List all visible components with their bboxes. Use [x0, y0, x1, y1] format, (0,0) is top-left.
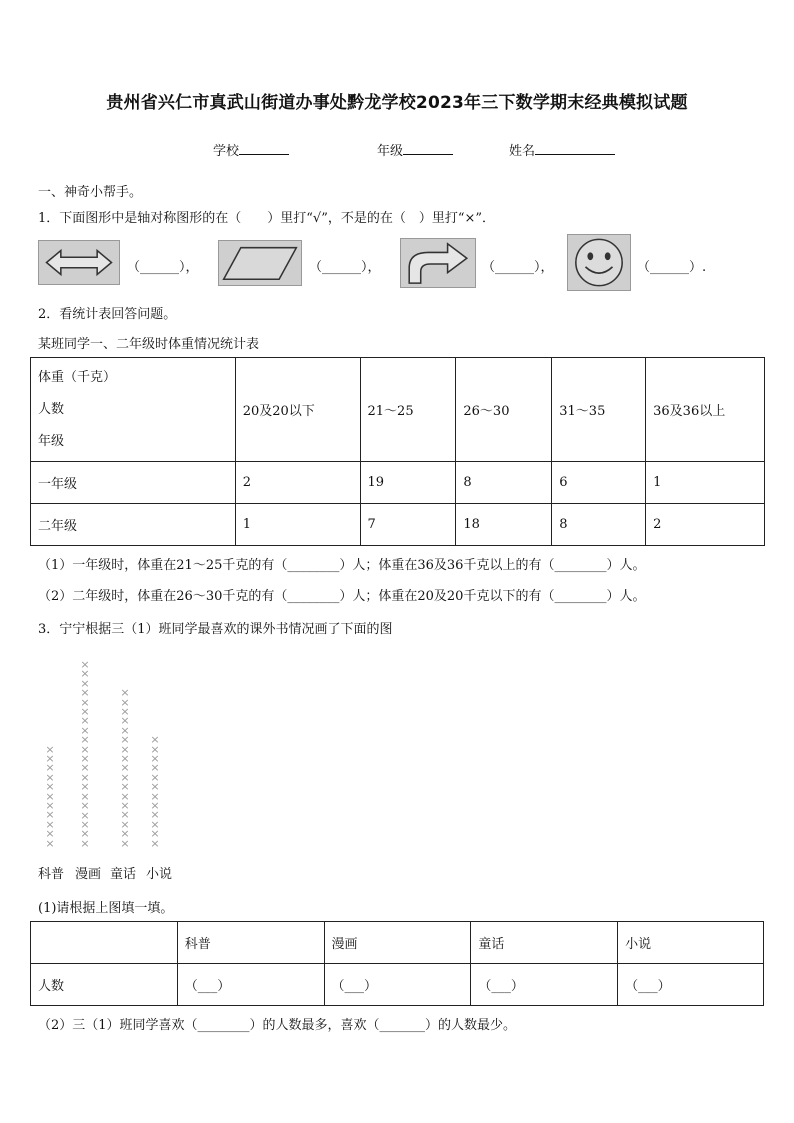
- chart-bar-小说: [149, 735, 161, 848]
- q1-blank-4[interactable]: （______）.: [637, 260, 707, 275]
- column-header: 20及20以下: [235, 358, 360, 462]
- chart-mark: ×: [80, 676, 90, 690]
- table-row: [31, 504, 765, 546]
- column-header: 童话: [471, 922, 618, 964]
- column-header: 科普: [177, 922, 324, 964]
- chart-mark: ×: [120, 686, 130, 700]
- chart-category-label: 科普: [38, 867, 65, 882]
- table-cell: 2: [646, 504, 765, 546]
- chart-mark: ×: [120, 799, 130, 813]
- column-header: 31～35: [552, 358, 646, 462]
- grade-label: 年级: [377, 144, 404, 159]
- chart-category-label: 童话: [110, 867, 137, 882]
- q1-blank-1[interactable]: （______），: [127, 260, 199, 275]
- chart-mark: ×: [45, 761, 55, 775]
- fill-in-table: [30, 921, 764, 1006]
- chart-mark: ×: [80, 808, 90, 822]
- row-label: 人数: [31, 964, 178, 1006]
- chart-mark: ×: [150, 827, 160, 841]
- chart-mark: ×: [150, 808, 160, 822]
- chart-mark: ×: [45, 836, 55, 850]
- chart-mark: ×: [120, 723, 130, 737]
- name-field[interactable]: [509, 140, 615, 159]
- table-corner-cell: [31, 358, 236, 462]
- chart-mark: ×: [80, 770, 90, 784]
- chart-mark: ×: [45, 780, 55, 794]
- answer-blank[interactable]: （___）: [324, 964, 471, 1006]
- chart-mark: ×: [80, 836, 90, 850]
- chart-mark: ×: [80, 686, 90, 700]
- fill-table-header-row: [31, 922, 764, 964]
- q1-blank-3[interactable]: （______），: [482, 260, 554, 275]
- chart-category-label: 小说: [146, 867, 173, 882]
- chart-mark: ×: [80, 714, 90, 728]
- column-header: 26～30: [456, 358, 552, 462]
- chart-mark: ×: [120, 705, 130, 718]
- chart-mark: ×: [120, 836, 130, 850]
- chart-mark: ×: [150, 761, 160, 775]
- chart-mark: ×: [120, 789, 130, 803]
- chart-mark: ×: [45, 770, 55, 784]
- page-title: 贵州省兴仁市真武山街道办事处黔龙学校2023年三下数学期末经典模拟试题: [106, 93, 688, 113]
- row-label: 一年级: [31, 462, 236, 504]
- double-arrow-icon: [38, 240, 120, 285]
- chart-mark: ×: [150, 789, 160, 803]
- question-2-sub-2[interactable]: （2）二年级时，体重在26～30千克的有（________）人；体重在20及20千克以下的有（________）人。: [38, 589, 646, 604]
- row-label: 二年级: [31, 504, 236, 546]
- question-3-text: 3．宁宁根据三（1）班同学最喜欢的课外书情况画了下面的图: [38, 622, 393, 637]
- chart-mark: ×: [80, 827, 90, 841]
- chart-mark: ×: [120, 714, 130, 728]
- q1-blank-2[interactable]: （______），: [309, 260, 381, 275]
- chart-mark: ×: [45, 799, 55, 813]
- chart-mark: ×: [150, 780, 160, 794]
- table-cell: 1: [646, 462, 765, 504]
- section-heading: 一、神奇小帮手。: [38, 185, 143, 200]
- corner-count-label: 人数: [38, 401, 65, 417]
- chart-mark: ×: [120, 733, 130, 747]
- chart-bar-科普: [44, 742, 56, 850]
- chart-mark: ×: [120, 761, 130, 775]
- parallelogram-icon: [218, 240, 302, 286]
- corner-weight-label: 体重（千克）: [38, 369, 117, 385]
- chart-mark: ×: [80, 667, 90, 681]
- chart-bar-漫画: [79, 660, 91, 848]
- question-2-sub-1[interactable]: （1）一年级时，体重在21～25千克的有（________）人；体重在36及36千克以上的有（________）人。: [38, 558, 646, 573]
- chart-mark: ×: [45, 752, 55, 765]
- grade-field[interactable]: [377, 140, 453, 159]
- chart-mark: ×: [150, 733, 160, 747]
- answer-blank[interactable]: （___）: [471, 964, 618, 1006]
- chart-mark: ×: [80, 733, 90, 747]
- chart-category-label: 漫画: [75, 867, 102, 882]
- table-row: [31, 964, 764, 1006]
- chart-mark: ×: [80, 789, 90, 803]
- school-blank[interactable]: [239, 142, 289, 155]
- grade-blank[interactable]: [403, 142, 453, 155]
- weight-stats-table: [30, 357, 765, 546]
- answer-blank[interactable]: （___）: [177, 964, 324, 1006]
- chart-mark: ×: [80, 817, 90, 831]
- table-cell: 6: [552, 462, 646, 504]
- question-1-text: 1．下面图形中是轴对称图形的在（ ）里打“√”，不是的在（ ）里打“×”．: [38, 211, 496, 226]
- chart-mark: ×: [80, 780, 90, 794]
- table-row: [31, 462, 765, 504]
- chart-mark: ×: [120, 752, 130, 766]
- school-field[interactable]: [213, 140, 289, 159]
- answer-blank[interactable]: （___）: [618, 964, 764, 1006]
- column-header: 小说: [618, 922, 764, 964]
- column-header: 21～25: [360, 358, 456, 462]
- chart-mark: ×: [45, 808, 55, 822]
- corner-grade-label: 年级: [38, 433, 65, 449]
- chart-mark: ×: [120, 770, 130, 784]
- chart-mark: ×: [45, 742, 55, 756]
- chart-mark: ×: [120, 742, 130, 756]
- table-cell: 18: [456, 504, 552, 546]
- table-cell: 7: [360, 504, 456, 546]
- chart-mark: ×: [120, 780, 130, 794]
- column-header: 36及36以上: [646, 358, 765, 462]
- question-3-sub-2[interactable]: （2）三（1）班同学喜欢（________）的人数最多，喜欢（_______）的人数最少。: [38, 1018, 517, 1033]
- question-2-text: 2．看统计表回答问题。: [38, 307, 177, 322]
- curved-arrow-icon: [400, 238, 476, 288]
- smiley-face-icon: [567, 234, 631, 291]
- chart-mark: ×: [80, 799, 90, 813]
- chart-mark: ×: [150, 752, 160, 765]
- chart-mark: ×: [120, 817, 130, 831]
- chart-mark: ×: [120, 808, 130, 822]
- table-cell: 8: [456, 462, 552, 504]
- chart-mark: ×: [80, 695, 90, 709]
- chart-mark: ×: [150, 817, 160, 831]
- chart-bar-童话: [119, 688, 131, 848]
- column-header: 漫画: [324, 922, 471, 964]
- chart-mark: ×: [45, 817, 55, 831]
- table-cell: 8: [552, 504, 646, 546]
- chart-mark: ×: [120, 827, 130, 841]
- table-header-row: [31, 358, 765, 462]
- table-cell: 19: [360, 462, 456, 504]
- chart-mark: ×: [120, 695, 130, 709]
- chart-mark: ×: [150, 742, 160, 756]
- name-label: 姓名: [509, 144, 536, 159]
- chart-mark: ×: [80, 752, 90, 766]
- chart-mark: ×: [150, 799, 160, 813]
- question-3-sub-1-label: (1)请根据上图填一填。: [38, 901, 174, 916]
- chart-mark: ×: [80, 723, 90, 737]
- chart-mark: ×: [80, 761, 90, 775]
- chart-mark: ×: [80, 658, 90, 671]
- table-cell: 2: [235, 462, 360, 504]
- chart-mark: ×: [80, 742, 90, 756]
- fill-table-corner: [31, 922, 178, 964]
- table-cell: 1: [235, 504, 360, 546]
- school-label: 学校: [213, 144, 240, 159]
- chart-mark: ×: [150, 770, 160, 784]
- chart-mark: ×: [45, 827, 55, 841]
- chart-mark: ×: [80, 705, 90, 719]
- chart-mark: ×: [45, 789, 55, 803]
- table-title: 某班同学一、二年级时体重情况统计表: [38, 337, 260, 352]
- chart-mark: ×: [150, 836, 160, 850]
- name-blank[interactable]: [535, 142, 615, 155]
